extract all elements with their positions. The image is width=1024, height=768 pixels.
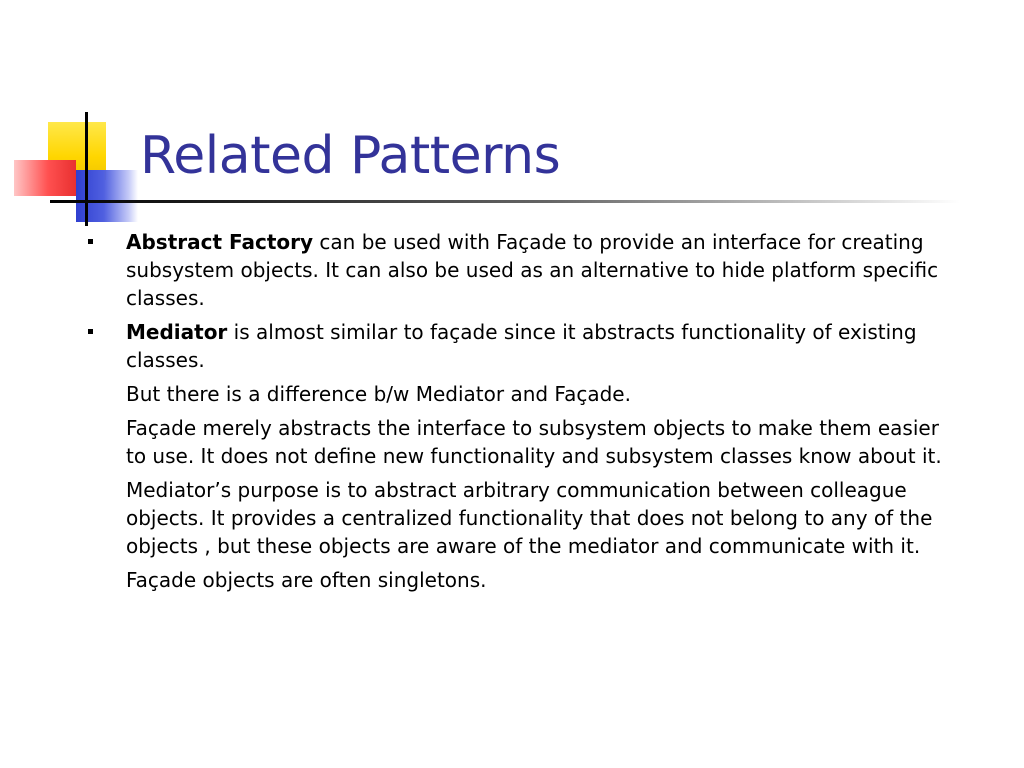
bullet-abstract-factory xyxy=(88,228,948,312)
slide-title: Related Patterns xyxy=(140,126,561,186)
bullet-text: is almost similar to façade since it abstracts functionality of existing classes. xyxy=(126,320,917,372)
paragraph-mediator-purpose: Mediator’s purpose is to abstract arbitrary communication between colleague objects. It provides a centralized functionality that does not belong to any of the objects , but these objects are aware of the mediator and communicate with it. xyxy=(126,478,933,558)
paragraph-difference: But there is a difference b/w Mediator and Façade. xyxy=(126,382,631,406)
square-bullet-icon xyxy=(88,329,93,334)
paragraph-singletons: Façade objects are often singletons. xyxy=(126,568,487,592)
bullet-term: Abstract Factory xyxy=(126,230,314,254)
paragraph-facade: Façade merely abstracts the interface to subsystem objects to make them easier to use. It does not define new functionality and subsystem classes know about it. xyxy=(126,416,942,468)
bullet-mediator xyxy=(88,318,948,374)
bullet-text: can be used with Façade to provide an interface for creating subsystem objects. It can also be used as an alternative to hide platform specific classes. xyxy=(126,230,939,310)
red-square-decoration xyxy=(14,160,76,196)
square-bullet-icon xyxy=(88,239,93,244)
bullet-term: Mediator xyxy=(126,320,228,344)
vertical-rule xyxy=(85,112,88,226)
title-underline xyxy=(50,200,960,203)
slide-body xyxy=(88,228,948,600)
